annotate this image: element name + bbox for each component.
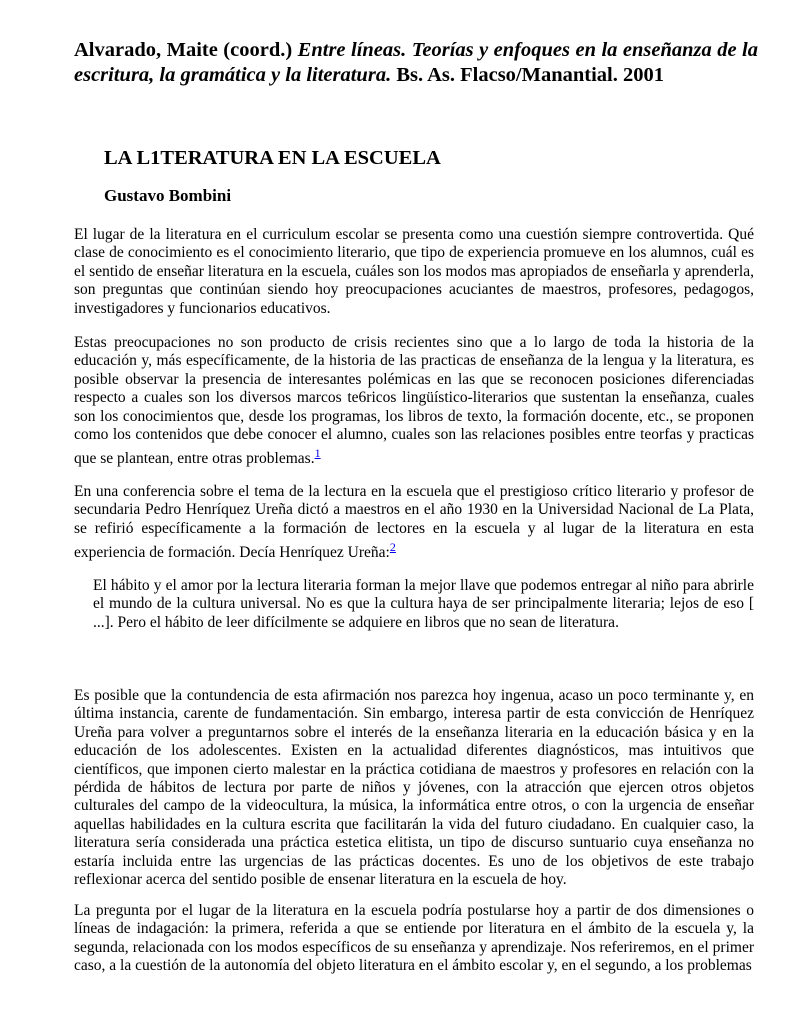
paragraph-3 xyxy=(74,483,754,563)
footnote-link-2[interactable]: 2 xyxy=(389,540,396,555)
paragraph-1: El lugar de la literatura en el curriculum escolar se presenta como una cuestión siempre controvertida. Qué clase de conocimiento es el conocimiento literario, que tipo de experiencia promueve en los alumnos, cuál es el sentido de enseñar literatura en la escuela, cuáles son los modos mas apropiados de enseñarla y aprenderla, son preguntas que continúan siendo hoy preocupaciones acuciantes de maestros, profesores, pedagogos, investigadores y funcionarios educativos. xyxy=(74,226,754,317)
citation-publisher: Bs. As. Flacso/Manantial. 2001 xyxy=(391,64,664,86)
article-title: LA L1TERATURA EN LA ESCUELA xyxy=(104,147,441,169)
article-author: Gustavo Bombini xyxy=(104,186,232,205)
block-quote: El hábito y el amor por la lectura literaria forman la mejor llave que podemos entregar al niño para abrirle el mundo de la cultura universal. No es que la cultura haya de ser principalmente literaria; lejos de eso [ ...]. Pero el hábito de leer difícilmente se adquiere en libros que no sean de literatura. xyxy=(93,577,754,631)
paragraph-2-text: Estas preocupaciones no son producto de crisis recientes sino que a lo largo de toda la historia de la educación y, más específicamente, de la historia de las practicas de enseñanza de la lengua y la literatura, es posible observar la presencia de interesantes polémicas en las que se reconocen posiciones diferenciadas respecto a cuales son los diversos marcos te6ricos lingüístico-literarios que sustentan la enseñanza, cuales son los conocimientos que, desde los programas, los libros de texto, la formación docente, etc., se proponen como los contenidos que debe conocer el alumno, cuales son las relaciones posibles entre teorfas y practicas que se plantean, entre otras problemas. xyxy=(74,334,754,468)
paragraph-3-text: En una conferencia sobre el tema de la lectura en la escuela que el prestigioso crítico literario y profesor de secundaria Pedro Henríquez Ureña dictó a maestros en el año 1930 en la Universidad Nacional de La Plata, se refirió específicamente a la formación de lectores en la escuela y al lugar de la literatura en esta experiencia de formación. Decía Henríquez Ureña: xyxy=(74,483,754,562)
citation-author: Alvarado, Maite (coord.) xyxy=(74,39,298,61)
paragraph-4: Es posible que la contundencia de esta afirmación nos parezca hoy ingenua, acaso un poco terminante y, en última instancia, carente de fundamentación. Sin embargo, interesa partir de esta convicción de Henríquez Ureña para volver a preguntarnos sobre el interés de la enseñanza literaria en la educación básica y en la educación de los adolescentes. Existen en la actualidad diferentes diagnósticos, mas intuitivos que científicos, que imponen cierto malestar en la práctica cotidiana de maestros y profesores en relación con la pérdida de hábitos de lectura por parte de niños y jóvenes, con la atracción que ejercen otros objetos culturales del campo de la videocultura, la música, la informática entre otros, o con la urgencia de enseñar aquellas habilidades en la cultura escrita que facilitarán la vida del futuro ciudadano. En cualquier caso, la literatura sería considerada una práctica estetica elitista, un tipo de discurso suntuario cuya enseñanza no estaría incluida entre las urgencias de las prácticas docentes. Es uno de los objetivos de este trabajo reflexionar acerca del sentido posible de ensenar literatura en la escuela de hoy. xyxy=(74,687,754,889)
footnote-link-1[interactable]: 1 xyxy=(314,446,321,461)
paragraph-2 xyxy=(74,334,754,469)
bibliographic-citation xyxy=(74,38,758,88)
paragraph-5: La pregunta por el lugar de la literatura en la escuela podría postularse hoy a partir de dos dimensiones o líneas de indagación: la primera, referida a que se entiende por literatura en el ámbito de la escuela y, la segunda, relacionada con los modos específicos de su enseñanza y aprendizaje. Nos referiremos, en el primer caso, a la cuestión de la autonomía del objeto literatura en el ámbito escolar y, en el segundo, a los problemas xyxy=(74,902,754,975)
citation-book-title: Entre líneas. Teorías y enfoques en la enseñanza de la escritura, la gramática y la literatura. xyxy=(74,39,758,86)
